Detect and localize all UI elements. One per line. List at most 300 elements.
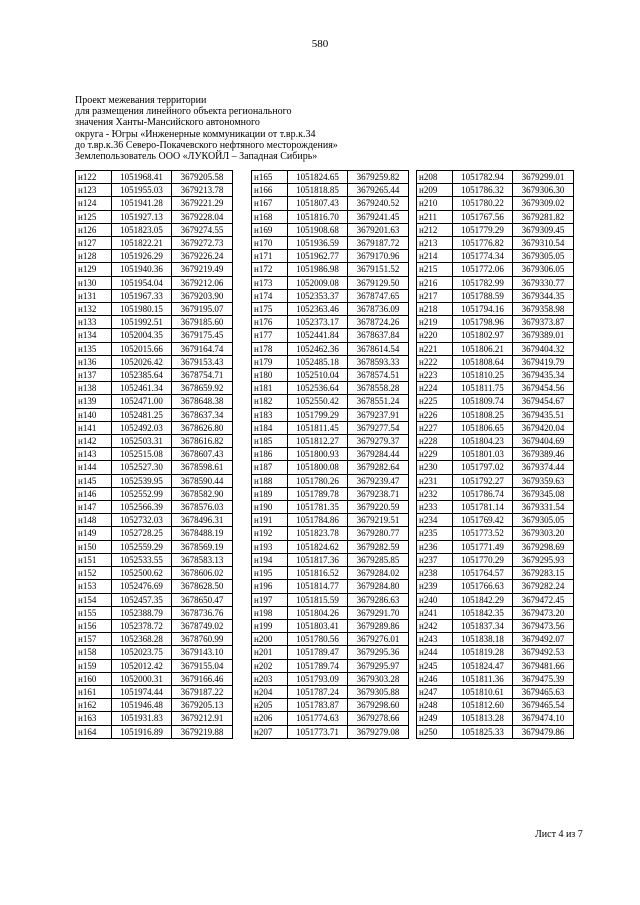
point-id-cell: н246 — [417, 672, 453, 685]
y-coordinate-cell: 3679465.63 — [513, 685, 574, 698]
point-id-cell: н224 — [417, 382, 453, 395]
point-id-cell: н179 — [252, 355, 288, 368]
table-row — [417, 263, 574, 276]
point-id-cell: н245 — [417, 659, 453, 672]
x-coordinate-cell: 1051772.06 — [453, 263, 513, 276]
point-id-cell: н171 — [252, 250, 288, 263]
x-coordinate-cell: 1052462.36 — [288, 342, 348, 355]
y-coordinate-cell: 3679219.51 — [348, 514, 409, 527]
x-coordinate-cell: 1052510.04 — [288, 369, 348, 382]
coordinates-table-2 — [251, 170, 409, 739]
x-coordinate-cell: 1051936.59 — [288, 237, 348, 250]
x-coordinate-cell: 1051980.15 — [112, 303, 172, 316]
table-row — [252, 672, 409, 685]
y-coordinate-cell: 3678598.61 — [172, 461, 233, 474]
table-row — [252, 540, 409, 553]
x-coordinate-cell: 1052004.35 — [112, 329, 172, 342]
x-coordinate-cell: 1052492.03 — [112, 421, 172, 434]
y-coordinate-cell: 3679276.01 — [348, 633, 409, 646]
x-coordinate-cell: 1052566.39 — [112, 501, 172, 514]
point-id-cell: н131 — [76, 289, 112, 302]
y-coordinate-cell: 3678614.54 — [348, 342, 409, 355]
x-coordinate-cell: 1051825.33 — [453, 725, 513, 738]
x-coordinate-cell: 1051823.05 — [112, 223, 172, 236]
table-row — [76, 276, 233, 289]
table-row — [76, 672, 233, 685]
x-coordinate-cell: 1052476.69 — [112, 580, 172, 593]
point-id-cell: н248 — [417, 699, 453, 712]
x-coordinate-cell: 1051819.28 — [453, 646, 513, 659]
x-coordinate-cell: 1051926.29 — [112, 250, 172, 263]
x-coordinate-cell: 1051808.25 — [453, 408, 513, 421]
point-id-cell: н177 — [252, 329, 288, 342]
x-coordinate-cell: 1051780.26 — [288, 474, 348, 487]
point-id-cell: н132 — [76, 303, 112, 316]
x-coordinate-cell: 1051792.27 — [453, 474, 513, 487]
table-row — [252, 289, 409, 302]
x-coordinate-cell: 1052441.84 — [288, 329, 348, 342]
y-coordinate-cell: 3679226.24 — [172, 250, 233, 263]
x-coordinate-cell: 1052009.08 — [288, 276, 348, 289]
x-coordinate-cell: 1051780.56 — [288, 633, 348, 646]
y-coordinate-cell: 3679282.24 — [513, 580, 574, 593]
table-row — [76, 580, 233, 593]
y-coordinate-cell: 3678582.90 — [172, 487, 233, 500]
point-id-cell: н133 — [76, 316, 112, 329]
table-row — [417, 725, 574, 738]
point-id-cell: н202 — [252, 659, 288, 672]
point-id-cell: н148 — [76, 514, 112, 527]
table-row — [252, 329, 409, 342]
point-id-cell: н126 — [76, 223, 112, 236]
table-row — [417, 250, 574, 263]
y-coordinate-cell: 3679473.20 — [513, 606, 574, 619]
y-coordinate-cell: 3679277.54 — [348, 421, 409, 434]
point-id-cell: н180 — [252, 369, 288, 382]
x-coordinate-cell: 1051816.70 — [288, 210, 348, 223]
table-row — [417, 685, 574, 698]
y-coordinate-cell: 3679282.59 — [348, 540, 409, 553]
point-id-cell: н141 — [76, 421, 112, 434]
coordinates-table-1 — [75, 170, 233, 739]
y-coordinate-cell: 3679281.82 — [513, 210, 574, 223]
x-coordinate-cell: 1052481.25 — [112, 408, 172, 421]
table-row — [76, 329, 233, 342]
table-row — [417, 197, 574, 210]
x-coordinate-cell: 1051788.59 — [453, 289, 513, 302]
table-row — [76, 461, 233, 474]
point-id-cell: н243 — [417, 633, 453, 646]
table-row — [417, 210, 574, 223]
point-id-cell: н142 — [76, 435, 112, 448]
y-coordinate-cell: 3678650.47 — [172, 593, 233, 606]
y-coordinate-cell: 3679175.45 — [172, 329, 233, 342]
y-coordinate-cell: 3679205.58 — [172, 171, 233, 184]
table-row — [417, 421, 574, 434]
x-coordinate-cell: 1051955.03 — [112, 184, 172, 197]
table-row — [252, 685, 409, 698]
point-id-cell: н188 — [252, 474, 288, 487]
x-coordinate-cell: 1052363.46 — [288, 303, 348, 316]
x-coordinate-cell: 1051954.04 — [112, 276, 172, 289]
table-row — [252, 646, 409, 659]
y-coordinate-cell: 3678637.34 — [172, 408, 233, 421]
x-coordinate-cell: 1052515.08 — [112, 448, 172, 461]
point-id-cell: н240 — [417, 593, 453, 606]
point-id-cell: н127 — [76, 237, 112, 250]
point-id-cell: н185 — [252, 435, 288, 448]
x-coordinate-cell: 1051789.78 — [288, 487, 348, 500]
y-coordinate-cell: 3679305.05 — [513, 250, 574, 263]
x-coordinate-cell: 1052732.03 — [112, 514, 172, 527]
point-id-cell: н168 — [252, 210, 288, 223]
y-coordinate-cell: 3679259.82 — [348, 171, 409, 184]
y-coordinate-cell: 3679404.69 — [513, 435, 574, 448]
y-coordinate-cell: 3679295.93 — [513, 553, 574, 566]
table-row — [417, 540, 574, 553]
x-coordinate-cell: 1051823.78 — [288, 527, 348, 540]
point-id-cell: н164 — [76, 725, 112, 738]
y-coordinate-cell: 3679306.05 — [513, 263, 574, 276]
point-id-cell: н166 — [252, 184, 288, 197]
table-row — [417, 395, 574, 408]
y-coordinate-cell: 3678593.33 — [348, 355, 409, 368]
header-line: Землепользователь ООО «ЛУКОЙЛ – Западная Сибирь» — [75, 151, 318, 163]
x-coordinate-cell: 1051811.75 — [453, 382, 513, 395]
table-row — [252, 210, 409, 223]
x-coordinate-cell: 1051838.18 — [453, 633, 513, 646]
table-row — [76, 369, 233, 382]
y-coordinate-cell: 3679373.87 — [513, 316, 574, 329]
x-coordinate-cell: 1051817.36 — [288, 553, 348, 566]
y-coordinate-cell: 3678747.65 — [348, 289, 409, 302]
y-coordinate-cell: 3679492.07 — [513, 633, 574, 646]
point-id-cell: н138 — [76, 382, 112, 395]
x-coordinate-cell: 1052728.25 — [112, 527, 172, 540]
table-row — [252, 487, 409, 500]
point-id-cell: н244 — [417, 646, 453, 659]
point-id-cell: н218 — [417, 303, 453, 316]
x-coordinate-cell: 1052368.28 — [112, 633, 172, 646]
point-id-cell: н238 — [417, 567, 453, 580]
x-coordinate-cell: 1051810.61 — [453, 685, 513, 698]
y-coordinate-cell: 3679284.80 — [348, 580, 409, 593]
point-id-cell: н190 — [252, 501, 288, 514]
point-id-cell: н226 — [417, 408, 453, 421]
point-id-cell: н213 — [417, 237, 453, 250]
point-id-cell: н250 — [417, 725, 453, 738]
y-coordinate-cell: 3679129.50 — [348, 276, 409, 289]
x-coordinate-cell: 1051798.96 — [453, 316, 513, 329]
x-coordinate-cell: 1051773.52 — [453, 527, 513, 540]
table-row — [76, 395, 233, 408]
x-coordinate-cell: 1051800.08 — [288, 461, 348, 474]
table-row — [252, 184, 409, 197]
y-coordinate-cell: 3679151.52 — [348, 263, 409, 276]
y-coordinate-cell: 3678637.84 — [348, 329, 409, 342]
y-coordinate-cell: 3678648.38 — [172, 395, 233, 408]
table-row — [417, 276, 574, 289]
point-id-cell: н247 — [417, 685, 453, 698]
y-coordinate-cell: 3679305.88 — [348, 685, 409, 698]
x-coordinate-cell: 1052550.42 — [288, 395, 348, 408]
table-row — [417, 237, 574, 250]
point-id-cell: н235 — [417, 527, 453, 540]
header-line: значения Ханты-Мансийского автономного — [75, 117, 260, 129]
y-coordinate-cell: 3679280.77 — [348, 527, 409, 540]
y-coordinate-cell: 3679419.79 — [513, 355, 574, 368]
table-row — [252, 593, 409, 606]
y-coordinate-cell: 3679305.05 — [513, 514, 574, 527]
point-id-cell: н145 — [76, 474, 112, 487]
point-id-cell: н137 — [76, 369, 112, 382]
table-row — [252, 633, 409, 646]
table-row — [252, 712, 409, 725]
point-id-cell: н210 — [417, 197, 453, 210]
table-row — [252, 553, 409, 566]
x-coordinate-cell: 1052385.64 — [112, 369, 172, 382]
point-id-cell: н124 — [76, 197, 112, 210]
point-id-cell: н172 — [252, 263, 288, 276]
x-coordinate-cell: 1051801.03 — [453, 448, 513, 461]
table-row — [76, 382, 233, 395]
x-coordinate-cell: 1052388.79 — [112, 606, 172, 619]
x-coordinate-cell: 1051908.68 — [288, 223, 348, 236]
point-id-cell: н198 — [252, 606, 288, 619]
y-coordinate-cell: 3679473.56 — [513, 619, 574, 632]
y-coordinate-cell: 3679282.64 — [348, 461, 409, 474]
x-coordinate-cell: 1051927.13 — [112, 210, 172, 223]
table-row — [417, 289, 574, 302]
table-row — [76, 184, 233, 197]
table-row — [252, 461, 409, 474]
x-coordinate-cell: 1052026.42 — [112, 355, 172, 368]
x-coordinate-cell: 1051776.82 — [453, 237, 513, 250]
point-id-cell: н186 — [252, 448, 288, 461]
table-row — [252, 448, 409, 461]
x-coordinate-cell: 1052539.95 — [112, 474, 172, 487]
point-id-cell: н150 — [76, 540, 112, 553]
table-row — [252, 699, 409, 712]
x-coordinate-cell: 1051770.29 — [453, 553, 513, 566]
x-coordinate-cell: 1051784.86 — [288, 514, 348, 527]
point-id-cell: н217 — [417, 289, 453, 302]
y-coordinate-cell: 3679278.66 — [348, 712, 409, 725]
x-coordinate-cell: 1051815.59 — [288, 593, 348, 606]
x-coordinate-cell: 1051931.83 — [112, 712, 172, 725]
y-coordinate-cell: 3679213.78 — [172, 184, 233, 197]
x-coordinate-cell: 1052457.35 — [112, 593, 172, 606]
x-coordinate-cell: 1052012.42 — [112, 659, 172, 672]
y-coordinate-cell: 3679454.67 — [513, 395, 574, 408]
x-coordinate-cell: 1051794.16 — [453, 303, 513, 316]
point-id-cell: н215 — [417, 263, 453, 276]
table-row — [76, 540, 233, 553]
point-id-cell: н140 — [76, 408, 112, 421]
table-row — [76, 553, 233, 566]
y-coordinate-cell: 3679201.63 — [348, 223, 409, 236]
point-id-cell: н241 — [417, 606, 453, 619]
table-row — [252, 567, 409, 580]
y-coordinate-cell: 3679170.96 — [348, 250, 409, 263]
point-id-cell: н175 — [252, 303, 288, 316]
y-coordinate-cell: 3678590.44 — [172, 474, 233, 487]
table-row — [76, 435, 233, 448]
point-id-cell: н192 — [252, 527, 288, 540]
table-row — [252, 580, 409, 593]
x-coordinate-cell: 1051806.21 — [453, 342, 513, 355]
coordinates-table-3 — [416, 170, 574, 739]
x-coordinate-cell: 1051807.43 — [288, 197, 348, 210]
table-row — [417, 342, 574, 355]
point-id-cell: н239 — [417, 580, 453, 593]
table-row — [252, 514, 409, 527]
y-coordinate-cell: 3679404.32 — [513, 342, 574, 355]
table-row — [252, 395, 409, 408]
point-id-cell: н187 — [252, 461, 288, 474]
point-id-cell: н220 — [417, 329, 453, 342]
point-id-cell: н214 — [417, 250, 453, 263]
y-coordinate-cell: 3679284.44 — [348, 448, 409, 461]
table-row — [252, 369, 409, 382]
y-coordinate-cell: 3678574.51 — [348, 369, 409, 382]
x-coordinate-cell: 1051800.93 — [288, 448, 348, 461]
y-coordinate-cell: 3679474.10 — [513, 712, 574, 725]
point-id-cell: н196 — [252, 580, 288, 593]
x-coordinate-cell: 1051782.99 — [453, 276, 513, 289]
table-row — [252, 435, 409, 448]
y-coordinate-cell: 3679203.90 — [172, 289, 233, 302]
x-coordinate-cell: 1051824.62 — [288, 540, 348, 553]
y-coordinate-cell: 3679330.77 — [513, 276, 574, 289]
y-coordinate-cell: 3679153.43 — [172, 355, 233, 368]
table-row — [252, 237, 409, 250]
point-id-cell: н216 — [417, 276, 453, 289]
point-id-cell: н195 — [252, 567, 288, 580]
x-coordinate-cell: 1052527.30 — [112, 461, 172, 474]
point-id-cell: н219 — [417, 316, 453, 329]
y-coordinate-cell: 3679475.39 — [513, 672, 574, 685]
table-row — [417, 553, 574, 566]
y-coordinate-cell: 3679164.74 — [172, 342, 233, 355]
table-row — [76, 197, 233, 210]
document-header — [75, 95, 435, 162]
x-coordinate-cell: 1051813.28 — [453, 712, 513, 725]
table-row — [252, 421, 409, 434]
table-row — [76, 514, 233, 527]
point-id-cell: н158 — [76, 646, 112, 659]
point-id-cell: н152 — [76, 567, 112, 580]
point-id-cell: н193 — [252, 540, 288, 553]
x-coordinate-cell: 1051764.57 — [453, 567, 513, 580]
table-row — [252, 725, 409, 738]
table-row — [252, 197, 409, 210]
x-coordinate-cell: 1051968.41 — [112, 171, 172, 184]
point-id-cell: н225 — [417, 395, 453, 408]
table-row — [76, 567, 233, 580]
y-coordinate-cell: 3679219.49 — [172, 263, 233, 276]
y-coordinate-cell: 3679265.44 — [348, 184, 409, 197]
table-row — [252, 276, 409, 289]
y-coordinate-cell: 3678736.76 — [172, 606, 233, 619]
header-line: до т.вр.к.36 Северо-Покачевского нефтяного месторождения» — [75, 139, 338, 151]
x-coordinate-cell: 1051814.77 — [288, 580, 348, 593]
point-id-cell: н183 — [252, 408, 288, 421]
y-coordinate-cell: 3679309.02 — [513, 197, 574, 210]
table-row — [76, 474, 233, 487]
x-coordinate-cell: 1052378.72 — [112, 619, 172, 632]
table-row — [417, 316, 574, 329]
point-id-cell: н157 — [76, 633, 112, 646]
x-coordinate-cell: 1052485.18 — [288, 355, 348, 368]
x-coordinate-cell: 1051783.87 — [288, 699, 348, 712]
table-row — [76, 250, 233, 263]
table-row — [417, 567, 574, 580]
x-coordinate-cell: 1051802.97 — [453, 329, 513, 342]
y-coordinate-cell: 3678724.26 — [348, 316, 409, 329]
x-coordinate-cell: 1052471.00 — [112, 395, 172, 408]
y-coordinate-cell: 3679279.08 — [348, 725, 409, 738]
x-coordinate-cell: 1051787.24 — [288, 685, 348, 698]
y-coordinate-cell: 3679240.52 — [348, 197, 409, 210]
x-coordinate-cell: 1052000.31 — [112, 672, 172, 685]
table-row — [252, 606, 409, 619]
table-row — [76, 210, 233, 223]
x-coordinate-cell: 1051803.41 — [288, 619, 348, 632]
table-row — [417, 223, 574, 236]
y-coordinate-cell: 3678606.02 — [172, 567, 233, 580]
table-row — [417, 580, 574, 593]
x-coordinate-cell: 1051766.63 — [453, 580, 513, 593]
table-row — [417, 619, 574, 632]
table-row — [417, 448, 574, 461]
x-coordinate-cell: 1052461.34 — [112, 382, 172, 395]
point-id-cell: н223 — [417, 369, 453, 382]
x-coordinate-cell: 1051797.02 — [453, 461, 513, 474]
x-coordinate-cell: 1052500.62 — [112, 567, 172, 580]
table-row — [417, 184, 574, 197]
x-coordinate-cell: 1051786.32 — [453, 184, 513, 197]
table-row — [76, 501, 233, 514]
point-id-cell: н176 — [252, 316, 288, 329]
table-row — [417, 672, 574, 685]
x-coordinate-cell: 1052373.17 — [288, 316, 348, 329]
y-coordinate-cell: 3679344.35 — [513, 289, 574, 302]
table-row — [252, 382, 409, 395]
x-coordinate-cell: 1051769.42 — [453, 514, 513, 527]
x-coordinate-cell: 1051774.63 — [288, 712, 348, 725]
point-id-cell: н167 — [252, 197, 288, 210]
y-coordinate-cell: 3678558.28 — [348, 382, 409, 395]
point-id-cell: н201 — [252, 646, 288, 659]
y-coordinate-cell: 3678659.92 — [172, 382, 233, 395]
x-coordinate-cell: 1051782.94 — [453, 171, 513, 184]
x-coordinate-cell: 1051822.21 — [112, 237, 172, 250]
point-id-cell: н146 — [76, 487, 112, 500]
table-row — [417, 501, 574, 514]
point-id-cell: н234 — [417, 514, 453, 527]
x-coordinate-cell: 1051974.44 — [112, 685, 172, 698]
y-coordinate-cell: 3679212.06 — [172, 276, 233, 289]
table-row — [76, 646, 233, 659]
y-coordinate-cell: 3679359.63 — [513, 474, 574, 487]
y-coordinate-cell: 3679295.97 — [348, 659, 409, 672]
y-coordinate-cell: 3679272.73 — [172, 237, 233, 250]
point-id-cell: н125 — [76, 210, 112, 223]
table-row — [252, 474, 409, 487]
table-row — [252, 171, 409, 184]
point-id-cell: н194 — [252, 553, 288, 566]
